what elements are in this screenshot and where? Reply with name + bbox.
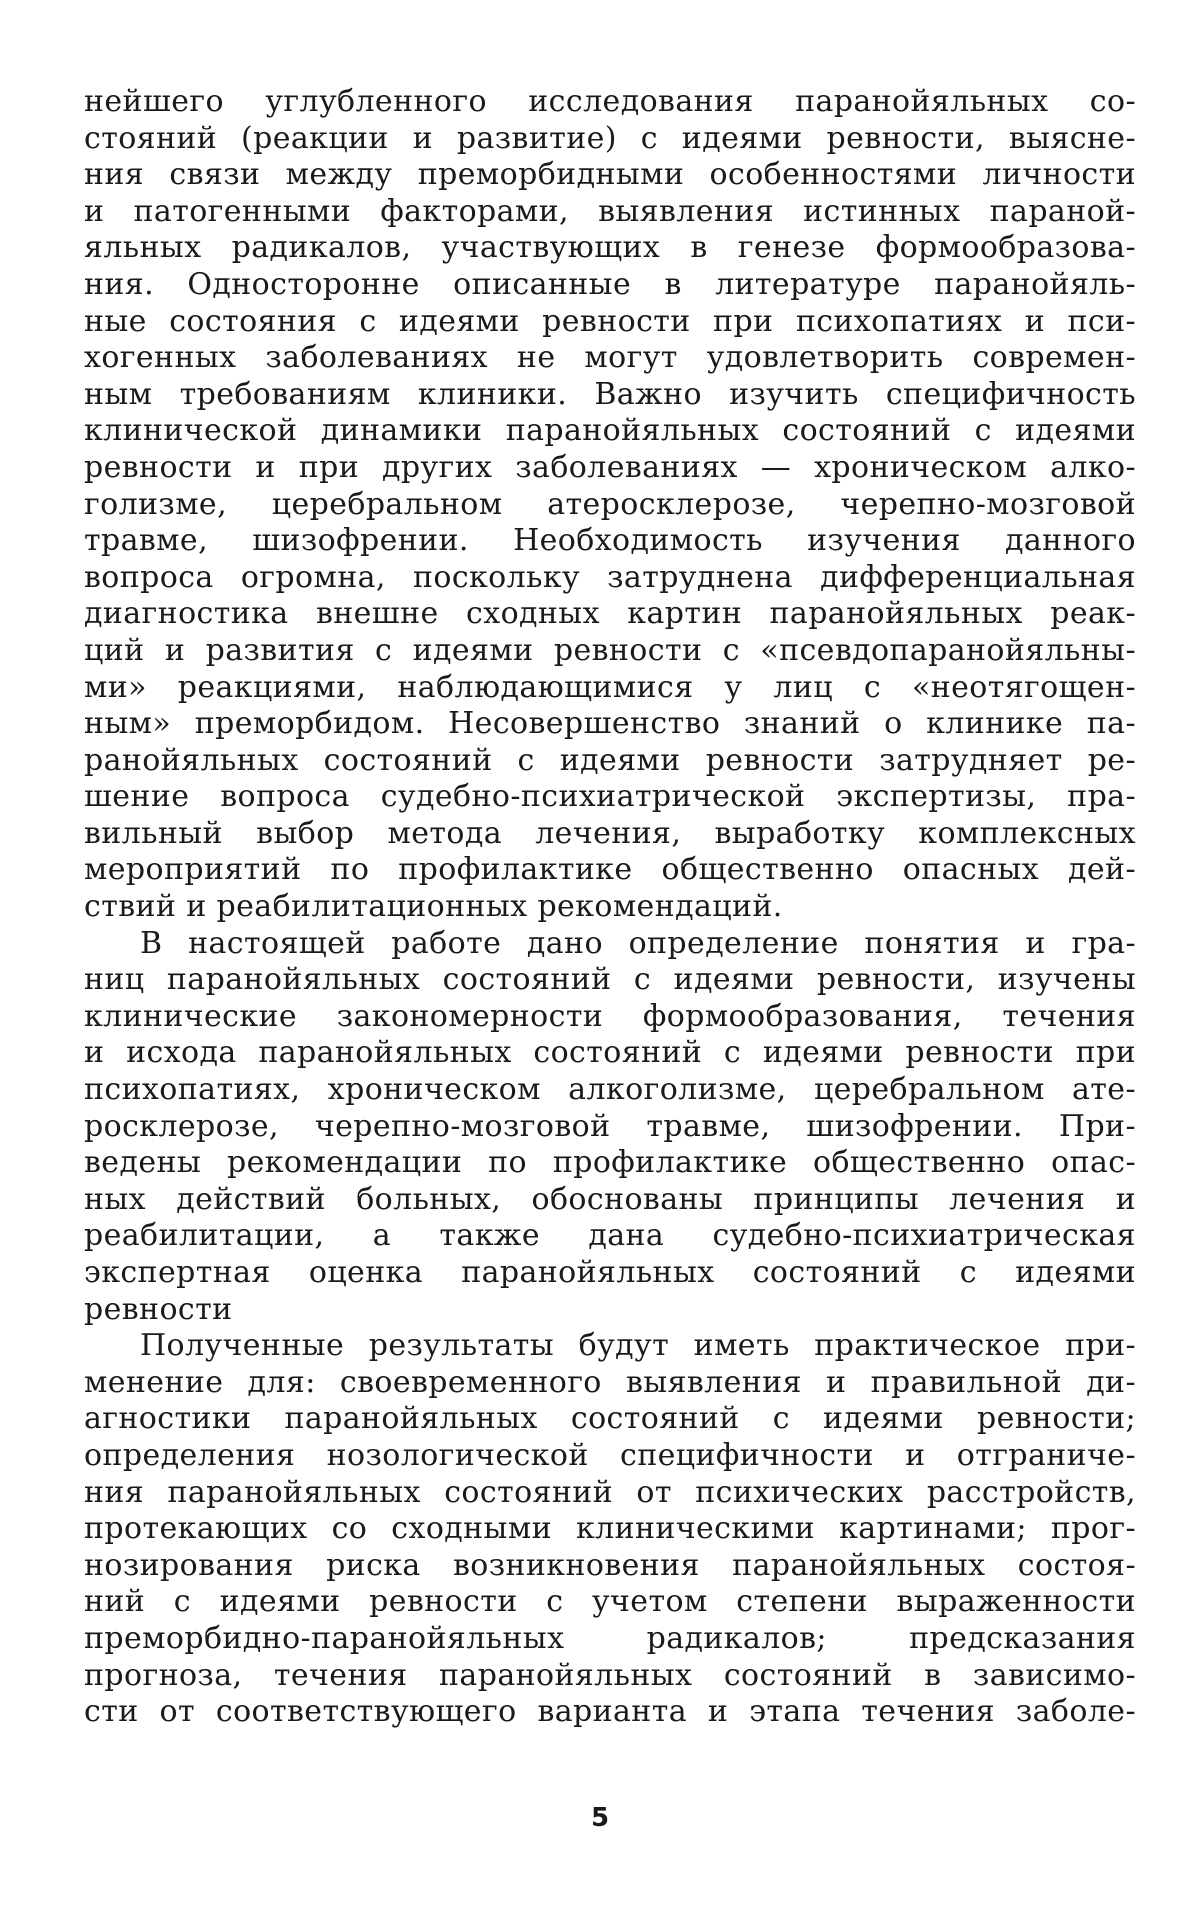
text-line: агностики паранойяльных состояний с идеями ревности; xyxy=(84,1401,1136,1437)
text-line: клинические закономерности формообразования, течения xyxy=(84,998,1136,1034)
text-line: ревности и при других заболеваниях — хроническом алко- xyxy=(84,449,1136,485)
text-line: ций и развития с идеями ревности с «псевдопаранойяльны- xyxy=(84,632,1136,668)
text-line: голизме, церебральном атеросклерозе, черепно-мозговой xyxy=(84,486,1136,522)
page-number: 5 xyxy=(590,1803,610,1833)
page-body xyxy=(84,84,1136,1731)
text-line: ния связи между преморбидными особенностями личности xyxy=(84,157,1136,193)
text-line: преморбидно-паранойяльных радикалов; предсказания xyxy=(84,1620,1136,1656)
text-line: психопатиях, хроническом алкоголизме, церебральном ате- xyxy=(84,1072,1136,1108)
text-line: ным требованиям клиники. Важно изучить специфичность xyxy=(84,376,1136,412)
text-line: ний с идеями ревности с учетом степени выраженности xyxy=(84,1584,1136,1620)
text-line: мероприятий по профилактике общественно опасных дей- xyxy=(84,852,1136,888)
text-line: ния. Односторонне описанные в литературе паранойяль- xyxy=(84,266,1136,302)
text-line: определения нозологической специфичности и отграниче- xyxy=(84,1437,1136,1473)
text-line: и исхода паранойяльных состояний с идеями ревности при xyxy=(84,1035,1136,1071)
text-line: диагностика внешне сходных картин паранойяльных реак- xyxy=(84,596,1136,632)
text-line: экспертная оценка паранойяльных состояний с идеями xyxy=(84,1255,1136,1290)
text-line: росклерозе, черепно-мозговой травме, шизофрении. При- xyxy=(84,1108,1136,1144)
text-line: протекающих со сходными клиническими картинами; прог- xyxy=(84,1511,1136,1547)
text-line: хогенных заболеваниях не могут удовлетворить современ- xyxy=(84,340,1136,376)
text-line: клинической динамики паранойяльных состояний с идеями xyxy=(84,413,1136,449)
text-line: ранойяльных состояний с идеями ревности затрудняет ре- xyxy=(84,742,1136,778)
text-line: реабилитации, а также дана судебно-психиатрическая xyxy=(84,1218,1136,1254)
text-line: и патогенными факторами, выявления истинных параной- xyxy=(84,193,1136,229)
text-line: стояний (реакции и развитие) с идеями ревности, выясне- xyxy=(84,120,1136,156)
text-line: В настоящей работе дано определение понятия и гра- xyxy=(140,925,1136,961)
text-line: ведены рекомендации по профилактике общественно опас- xyxy=(84,1145,1136,1181)
text-line: ния паранойяльных состояний от психических расстройств, xyxy=(84,1474,1136,1510)
paragraph-1 xyxy=(84,84,1136,926)
text-line: вопроса огромна, поскольку затруднена дифференциальная xyxy=(84,559,1136,595)
text-line: ных действий больных, обоснованы принципы лечения и xyxy=(84,1181,1136,1217)
text-line: ным» преморбидом. Несовершенство знаний о клинике па- xyxy=(84,706,1136,742)
paragraph-3 xyxy=(84,1328,1136,1731)
text-line: прогноза, течения паранойяльных состояний в зависимо- xyxy=(84,1657,1136,1693)
text-line: Полученные результаты будут иметь практическое при- xyxy=(140,1328,1136,1364)
text-line: нейшего углубленного исследования паранойяльных со- xyxy=(84,84,1136,119)
text-line: травме, шизофрении. Необходимость изучения данного xyxy=(84,523,1136,559)
text-line: шение вопроса судебно-психиатрической экспертизы, пра- xyxy=(84,779,1136,815)
text-line: ствий и реабилитационных рекомендаций. xyxy=(84,889,783,925)
text-line: ревности xyxy=(84,1291,233,1327)
text-line: ные состояния с идеями ревности при психопатиях и пси- xyxy=(84,303,1136,339)
text-line: ниц паранойяльных состояний с идеями ревности, изучены xyxy=(84,962,1136,998)
text-line: сти от соответствующего варианта и этапа течения заболе- xyxy=(84,1694,1136,1730)
text-line: ми» реакциями, наблюдающимися у лиц с «неотягощен- xyxy=(84,669,1136,705)
text-line: вильный выбор метода лечения, выработку комплексных xyxy=(84,815,1136,851)
text-line: нозирования риска возникновения паранойяльных состоя- xyxy=(84,1547,1136,1583)
text-line: менение для: своевременного выявления и правильной ди- xyxy=(84,1364,1136,1400)
paragraph-2 xyxy=(84,926,1136,1329)
text-line: яльных радикалов, участвующих в генезе формообразова- xyxy=(84,230,1136,266)
